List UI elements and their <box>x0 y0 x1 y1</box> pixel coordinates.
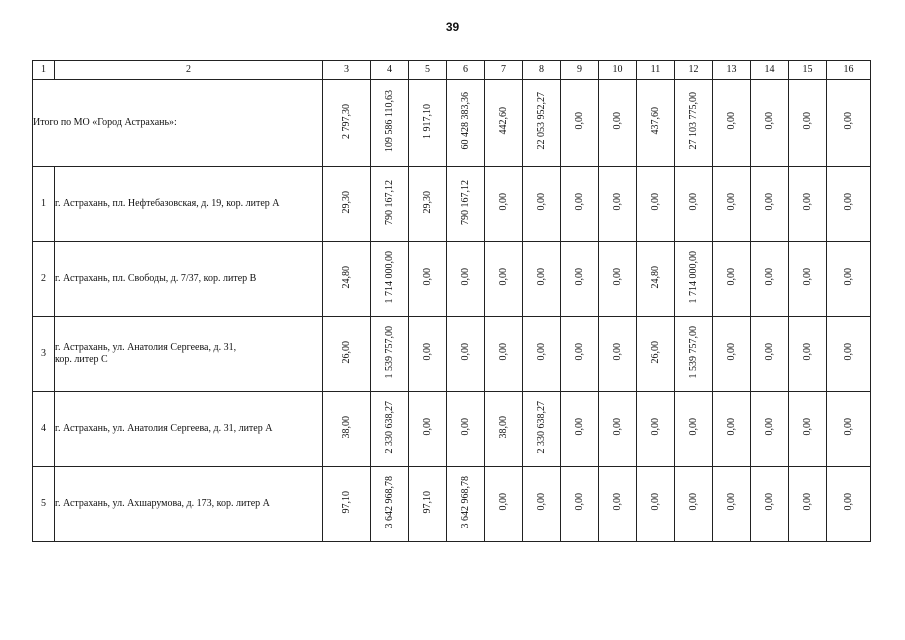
total-cell <box>323 80 371 167</box>
row-value-cell <box>751 392 789 467</box>
row-value-cell <box>409 392 447 467</box>
row-value: 0,00 <box>649 418 661 436</box>
row-value-cell <box>409 242 447 317</box>
row-value-cell <box>827 317 871 392</box>
row-value: 1 539 757,00 <box>383 325 395 379</box>
total-row <box>33 80 871 167</box>
row-value: 1 539 757,00 <box>687 325 699 379</box>
row-value: 0,00 <box>801 193 813 211</box>
row-value: 1 714 000,00 <box>687 250 699 304</box>
row-value-cell <box>485 167 523 242</box>
table-row <box>33 167 871 242</box>
row-value: 0,00 <box>497 493 509 511</box>
row-value-cell <box>789 242 827 317</box>
row-value: 26,00 <box>340 340 352 364</box>
row-value-cell <box>827 167 871 242</box>
row-value: 97,10 <box>340 490 352 514</box>
row-value-cell <box>599 467 637 542</box>
total-value: 437,60 <box>649 107 661 135</box>
total-value: 442,60 <box>497 107 509 135</box>
row-value-cell <box>371 167 409 242</box>
row-value-cell <box>523 242 561 317</box>
row-value-cell <box>599 317 637 392</box>
row-value-cell <box>409 167 447 242</box>
column-header: 10 <box>599 61 637 80</box>
row-value-cell <box>675 317 713 392</box>
row-number: 2 <box>33 242 55 317</box>
total-cell <box>409 80 447 167</box>
row-value: 0,00 <box>459 268 471 286</box>
row-value-cell <box>409 317 447 392</box>
row-value-cell <box>561 467 599 542</box>
row-value-cell <box>789 167 827 242</box>
row-number: 3 <box>33 317 55 392</box>
row-value-cell <box>447 317 485 392</box>
row-value: 0,00 <box>535 268 547 286</box>
row-value: 0,00 <box>763 493 775 511</box>
row-value-cell <box>713 242 751 317</box>
table-row <box>33 317 871 392</box>
column-header: 8 <box>523 61 561 80</box>
total-cell <box>561 80 599 167</box>
row-value-cell <box>827 242 871 317</box>
row-value: 1 714 000,00 <box>383 250 395 304</box>
column-header: 15 <box>789 61 827 80</box>
total-cell <box>447 80 485 167</box>
column-header: 14 <box>751 61 789 80</box>
row-value: 0,00 <box>611 193 623 211</box>
row-value-cell <box>371 392 409 467</box>
row-value: 0,00 <box>535 493 547 511</box>
row-value-cell <box>447 392 485 467</box>
row-value: 0,00 <box>763 193 775 211</box>
total-cell <box>599 80 637 167</box>
total-cell <box>789 80 827 167</box>
total-label: Итого по МО «Город Астрахань»: <box>33 80 323 167</box>
row-value-cell <box>323 467 371 542</box>
total-cell <box>371 80 409 167</box>
total-value: 0,00 <box>842 112 854 130</box>
row-value: 0,00 <box>611 268 623 286</box>
row-value: 0,00 <box>725 193 737 211</box>
page-number: 39 <box>445 20 460 34</box>
row-value: 24,80 <box>340 265 352 289</box>
row-value-cell <box>789 317 827 392</box>
row-value-cell <box>323 392 371 467</box>
row-value: 0,00 <box>573 343 585 361</box>
column-header: 5 <box>409 61 447 80</box>
row-value-cell <box>447 242 485 317</box>
total-value: 109 586 110,63 <box>383 89 395 153</box>
row-value: 38,00 <box>340 415 352 439</box>
total-value: 22 053 952,27 <box>535 92 547 150</box>
row-value: 0,00 <box>535 193 547 211</box>
column-header: 2 <box>55 61 323 80</box>
row-value: 97,10 <box>421 490 433 514</box>
row-value: 0,00 <box>842 268 854 286</box>
row-value-cell <box>675 392 713 467</box>
row-value: 0,00 <box>573 268 585 286</box>
row-value-cell <box>323 242 371 317</box>
row-value-cell <box>409 467 447 542</box>
column-header: 4 <box>371 61 409 80</box>
row-value-cell <box>447 467 485 542</box>
row-value: 0,00 <box>687 193 699 211</box>
column-header: 13 <box>713 61 751 80</box>
row-value: 2 330 638,27 <box>383 400 395 454</box>
row-address: г. Астрахань, пл. Нефтебазовская, д. 19, кор. литер А <box>55 167 323 242</box>
row-number: 1 <box>33 167 55 242</box>
row-value: 0,00 <box>459 418 471 436</box>
row-value: 790 167,12 <box>459 179 471 225</box>
row-value: 0,00 <box>649 493 661 511</box>
row-value: 38,00 <box>497 415 509 439</box>
row-value: 0,00 <box>573 418 585 436</box>
row-value-cell <box>523 392 561 467</box>
column-header: 7 <box>485 61 523 80</box>
row-value: 0,00 <box>801 343 813 361</box>
row-value-cell <box>675 167 713 242</box>
row-value: 0,00 <box>611 493 623 511</box>
row-address: г. Астрахань, ул. Анатолия Сергеева, д. 31, литер А <box>55 392 323 467</box>
row-value: 0,00 <box>842 193 854 211</box>
row-value: 0,00 <box>763 343 775 361</box>
total-cell <box>675 80 713 167</box>
row-value-cell <box>523 317 561 392</box>
row-value-cell <box>637 317 675 392</box>
row-value: 0,00 <box>459 343 471 361</box>
total-cell <box>713 80 751 167</box>
row-value-cell <box>713 467 751 542</box>
row-value-cell <box>523 167 561 242</box>
row-value: 0,00 <box>421 343 433 361</box>
row-value: 3 642 968,78 <box>383 475 395 529</box>
row-value: 0,00 <box>725 343 737 361</box>
total-cell <box>485 80 523 167</box>
row-value: 0,00 <box>725 268 737 286</box>
column-number-row <box>33 61 871 80</box>
row-value: 0,00 <box>763 268 775 286</box>
total-value: 0,00 <box>725 112 737 130</box>
row-value: 790 167,12 <box>383 179 395 225</box>
row-value: 0,00 <box>611 418 623 436</box>
row-value-cell <box>485 392 523 467</box>
row-value-cell <box>371 242 409 317</box>
row-value-cell <box>561 392 599 467</box>
row-value-cell <box>523 467 561 542</box>
table-row <box>33 467 871 542</box>
row-value-cell <box>751 167 789 242</box>
column-header: 11 <box>637 61 675 80</box>
row-value-cell <box>827 467 871 542</box>
column-header: 6 <box>447 61 485 80</box>
row-value-cell <box>637 467 675 542</box>
column-header: 9 <box>561 61 599 80</box>
total-value: 1 917,10 <box>421 103 433 139</box>
row-address: г. Астрахань, ул. Анатолия Сергеева, д. 31, кор. литер С <box>55 317 323 392</box>
row-value-cell <box>561 167 599 242</box>
column-header: 1 <box>33 61 55 80</box>
row-value-cell <box>599 392 637 467</box>
row-value-cell <box>713 167 751 242</box>
row-value: 0,00 <box>611 343 623 361</box>
row-value-cell <box>675 242 713 317</box>
row-value: 0,00 <box>801 268 813 286</box>
row-address: г. Астрахань, пл. Свободы, д. 7/37, кор. литер В <box>55 242 323 317</box>
row-value-cell <box>789 467 827 542</box>
row-value: 0,00 <box>497 343 509 361</box>
row-value: 0,00 <box>535 343 547 361</box>
row-value: 0,00 <box>649 193 661 211</box>
row-value: 29,30 <box>340 190 352 214</box>
row-value: 0,00 <box>763 418 775 436</box>
total-cell <box>827 80 871 167</box>
row-value-cell <box>789 392 827 467</box>
row-value-cell <box>371 317 409 392</box>
row-value: 0,00 <box>497 268 509 286</box>
row-value-cell <box>751 467 789 542</box>
total-value: 0,00 <box>801 112 813 130</box>
row-value-cell <box>827 392 871 467</box>
table-row <box>33 392 871 467</box>
row-value: 24,80 <box>649 265 661 289</box>
row-value-cell <box>485 242 523 317</box>
row-value-cell <box>713 317 751 392</box>
column-header: 3 <box>323 61 371 80</box>
row-value: 0,00 <box>573 493 585 511</box>
row-value: 0,00 <box>842 493 854 511</box>
row-value: 0,00 <box>725 493 737 511</box>
total-cell <box>523 80 561 167</box>
row-value: 0,00 <box>687 493 699 511</box>
row-value: 0,00 <box>801 493 813 511</box>
row-value-cell <box>561 242 599 317</box>
row-value: 0,00 <box>801 418 813 436</box>
column-header: 16 <box>827 61 871 80</box>
row-value: 0,00 <box>421 268 433 286</box>
row-value-cell <box>485 467 523 542</box>
total-value: 0,00 <box>611 112 623 130</box>
total-cell <box>637 80 675 167</box>
row-value: 29,30 <box>421 190 433 214</box>
row-value: 0,00 <box>497 193 509 211</box>
row-value-cell <box>371 467 409 542</box>
row-address: г. Астрахань, ул. Ахшарумова, д. 173, кор. литер А <box>55 467 323 542</box>
row-value: 26,00 <box>649 340 661 364</box>
row-value: 3 642 968,78 <box>459 475 471 529</box>
total-value: 27 103 775,00 <box>687 92 699 150</box>
total-value: 60 428 383,36 <box>459 92 471 150</box>
row-value: 0,00 <box>421 418 433 436</box>
row-number: 4 <box>33 392 55 467</box>
total-value: 2 797,30 <box>340 103 352 139</box>
row-value-cell <box>637 392 675 467</box>
row-value: 0,00 <box>842 343 854 361</box>
row-value-cell <box>637 242 675 317</box>
row-value: 0,00 <box>573 193 585 211</box>
row-value-cell <box>599 167 637 242</box>
row-value-cell <box>713 392 751 467</box>
row-value-cell <box>751 317 789 392</box>
total-value: 0,00 <box>763 112 775 130</box>
total-value: 0,00 <box>573 112 585 130</box>
row-value-cell <box>751 242 789 317</box>
row-value: 2 330 638,27 <box>535 400 547 454</box>
row-value-cell <box>323 167 371 242</box>
row-value-cell <box>599 242 637 317</box>
row-number: 5 <box>33 467 55 542</box>
column-header: 12 <box>675 61 713 80</box>
row-value-cell <box>637 167 675 242</box>
total-cell <box>751 80 789 167</box>
row-value: 0,00 <box>725 418 737 436</box>
row-value: 0,00 <box>687 418 699 436</box>
row-value-cell <box>447 167 485 242</box>
row-value-cell <box>323 317 371 392</box>
row-value-cell <box>675 467 713 542</box>
row-value: 0,00 <box>842 418 854 436</box>
row-value-cell <box>485 317 523 392</box>
data-table <box>32 60 871 542</box>
table-row <box>33 242 871 317</box>
row-value-cell <box>561 317 599 392</box>
